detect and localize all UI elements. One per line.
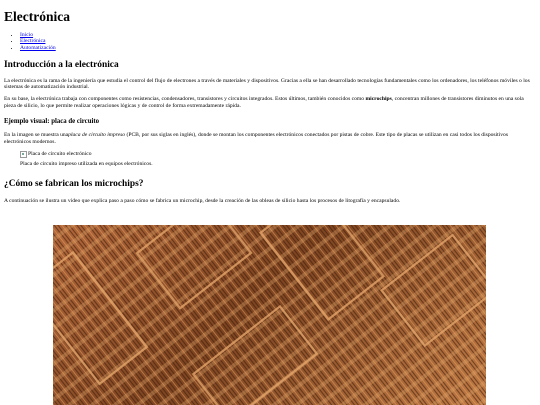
microchip-video[interactable]: [53, 225, 486, 405]
nav-list: [4, 32, 536, 51]
nav-link-electronica[interactable]: Electrónica: [20, 38, 46, 45]
visual-example-heading: Ejemplo visual: placa de circuito: [4, 117, 100, 125]
chips-paragraph: A continuación se ilustra un video que explica paso a paso cómo se fabrica un microchip, desde la creación de las obleas de silicio hasta los procesos de litografía y encapsulado.: [4, 197, 401, 204]
intro-p2-text-end: , concentran millones de transistores diminutos en una sola pieza de silicio, lo que permite realizar operaciones lógicas y de control de forma extremadamente rápida.: [4, 96, 524, 110]
chips-heading: ¿Cómo se fabrican los microchips?: [4, 179, 144, 190]
intro-paragraph-2: [4, 96, 536, 110]
pcb-term: placa de circuito impreso: [68, 132, 126, 139]
intro-p2-text-start: En su base, la electrónica trabaja con componentes como resistencias, condensadores, transistores y circuitos integrados. Estos últimos, también conocidos como: [4, 96, 366, 103]
nav-link-automatizacion[interactable]: Automatización: [20, 44, 56, 51]
broken-image-icon: [20, 151, 27, 158]
intro-paragraph-1: La electrónica es la rama de la ingeniería que estudia el control del flujo de electrones a través de materiales y dispositivos. Gracias a ella se han desarrollado tecnologías fundamentales como los ordenadores, los teléfonos móviles o los sistemas de automatización industrial.: [4, 77, 530, 91]
page-title: Electrónica: [4, 9, 70, 24]
microchip-die-image: [53, 225, 486, 405]
microchips-term: microchips: [365, 96, 392, 103]
visual-paragraph: [4, 132, 536, 146]
pcb-image: [20, 151, 92, 158]
main-nav: [4, 32, 536, 51]
nav-item: [20, 45, 536, 51]
visual-p-text-end: (PCB, por sus siglas en inglés), donde se montan los componentes electrónicos conectados por pistas de cobre. Este tipo de placas se utilizan en casi todos los dispositivos electrónicos modernos.: [4, 132, 509, 145]
pcb-figure-caption: Placa de circuito impreso utilizada en equipos electrónicos.: [20, 160, 153, 167]
nav-link-inicio[interactable]: Inicio: [20, 31, 34, 38]
pcb-image-alt-text: Placa de circuito electrónico: [28, 150, 92, 157]
visual-p-text-start: En la imagen se muestra una: [4, 132, 69, 139]
pcb-figure: [20, 151, 536, 168]
intro-heading: Introducción a la electrónica: [4, 60, 119, 71]
